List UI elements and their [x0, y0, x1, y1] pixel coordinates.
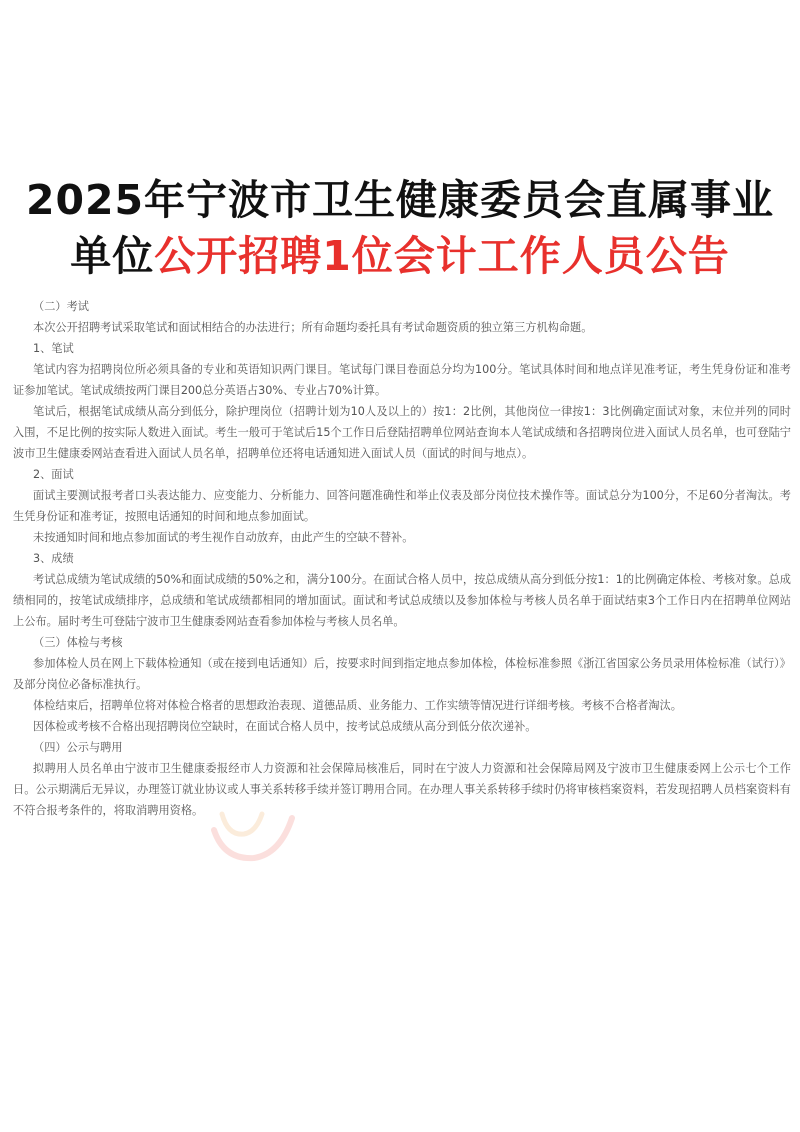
title-line-2-black: 单位 [70, 232, 155, 280]
paragraph-interview-absence: 未按通知时间和地点参加面试的考生视作自动放弃，由此产生的空缺不替补。 [33, 531, 414, 544]
paragraph-publicity-hiring: 拟聘用人员名单由宁波市卫生健康委报经市人力资源和社会保障局核准后，同时在宁波人力资源和社会保障局网及宁波市卫生健康委网上公示七个工作日。公示期满后无异议，办理签订就业协议或人事关系转移手续并签订聘用合同。在办理人事关系转移手续时仍将审核档案资料，若发现招聘人员档案资料有不符合报考条件的，将取消聘用资格。 [13, 762, 791, 817]
title-line-2-red: 公开招聘1位会计工作人员公告 [154, 232, 730, 280]
logo-swoosh-icon [210, 808, 310, 868]
paragraph-vacancy-fill: 因体检或考核不合格出现招聘岗位空缺时，在面试合格人员中，按考试总成绩从高分到低分依次递补。 [33, 720, 537, 733]
paragraph-exam-method: 本次公开招聘考试采取笔试和面试相结合的办法进行；所有命题均委托具有考试命题资质的独立第三方机构命题。 [33, 321, 593, 334]
subheading-written-test: 1、笔试 [33, 342, 74, 355]
page-title [0, 172, 800, 284]
paragraph-scores: 考试总成绩为笔试成绩的50%和面试成绩的50%之和，满分100分。在面试合格人员中，按总成绩从高分到低分按1：1的比例确定体检、考核对象。总成绩相同的，按笔试成绩排序，总成绩和笔试成绩都相同的增加面试。面试和考试总成绩以及参加体检与考核人员名单于面试结束3个工作日内在招聘单位网站上公布。届时考生可登陆宁波市卫生健康委网站查看参加体检与考核人员名单。 [13, 573, 791, 628]
paragraph-interview-content: 面试主要测试报考者口头表达能力、应变能力、分析能力、回答问题准确性和举止仪表及部分岗位技术操作等。面试总分为100分，不足60分者淘汰。考生凭身份证和准考证，按照电话通知的时间和地点参加面试。 [13, 489, 791, 523]
title-line-1-text: 2025年宁波市卫生健康委员会直属事业 [25, 176, 775, 224]
paragraph-assessment: 体检结束后，招聘单位将对体检合格者的思想政治表现、道德品质、业务能力、工作实绩等情况进行详细考核。考核不合格者淘汰。 [33, 699, 682, 712]
section-heading-medical: （三）体检与考核 [33, 636, 123, 649]
paragraph-written-content: 笔试内容为招聘岗位所必须具备的专业和英语知识两门课目。笔试每门课目卷面总分均为100分。笔试具体时间和地点详见准考证，考生凭身份证和准考证参加笔试。笔试成绩按两门课目200总分英语占30%、专业占70%计算。 [13, 363, 791, 397]
paragraph-written-ratio: 笔试后，根据笔试成绩从高分到低分，除护理岗位（招聘计划为10人及以上的）按1：2比例，其他岗位一律按1：3比例确定面试对象，末位并列的同时入围，不足比例的按实际人数进入面试。考生一般可于笔试后15个工作日后登陆招聘单位网站查询本人笔试成绩和各招聘岗位进入面试人员名单，也可登陆宁波市卫生健康委网站查看进入面试人员名单，招聘单位还将电话通知进入面试人员（面试的时间与地点）。 [13, 405, 791, 460]
announcement-body [13, 296, 791, 821]
section-heading-exam: （二）考试 [33, 300, 89, 313]
section-heading-publicity: （四）公示与聘用 [33, 741, 123, 754]
paragraph-medical-exam: 参加体检人员在网上下载体检通知（或在接到电话通知）后，按要求时间到指定地点参加体检，体检标准参照《浙江省国家公务员录用体检标准（试行）》及部分岗位必备标准执行。 [13, 657, 791, 691]
title-line-1 [0, 172, 800, 228]
subheading-scores: 3、成绩 [33, 552, 74, 565]
title-line-2 [0, 228, 800, 284]
subheading-interview: 2、面试 [33, 468, 74, 481]
